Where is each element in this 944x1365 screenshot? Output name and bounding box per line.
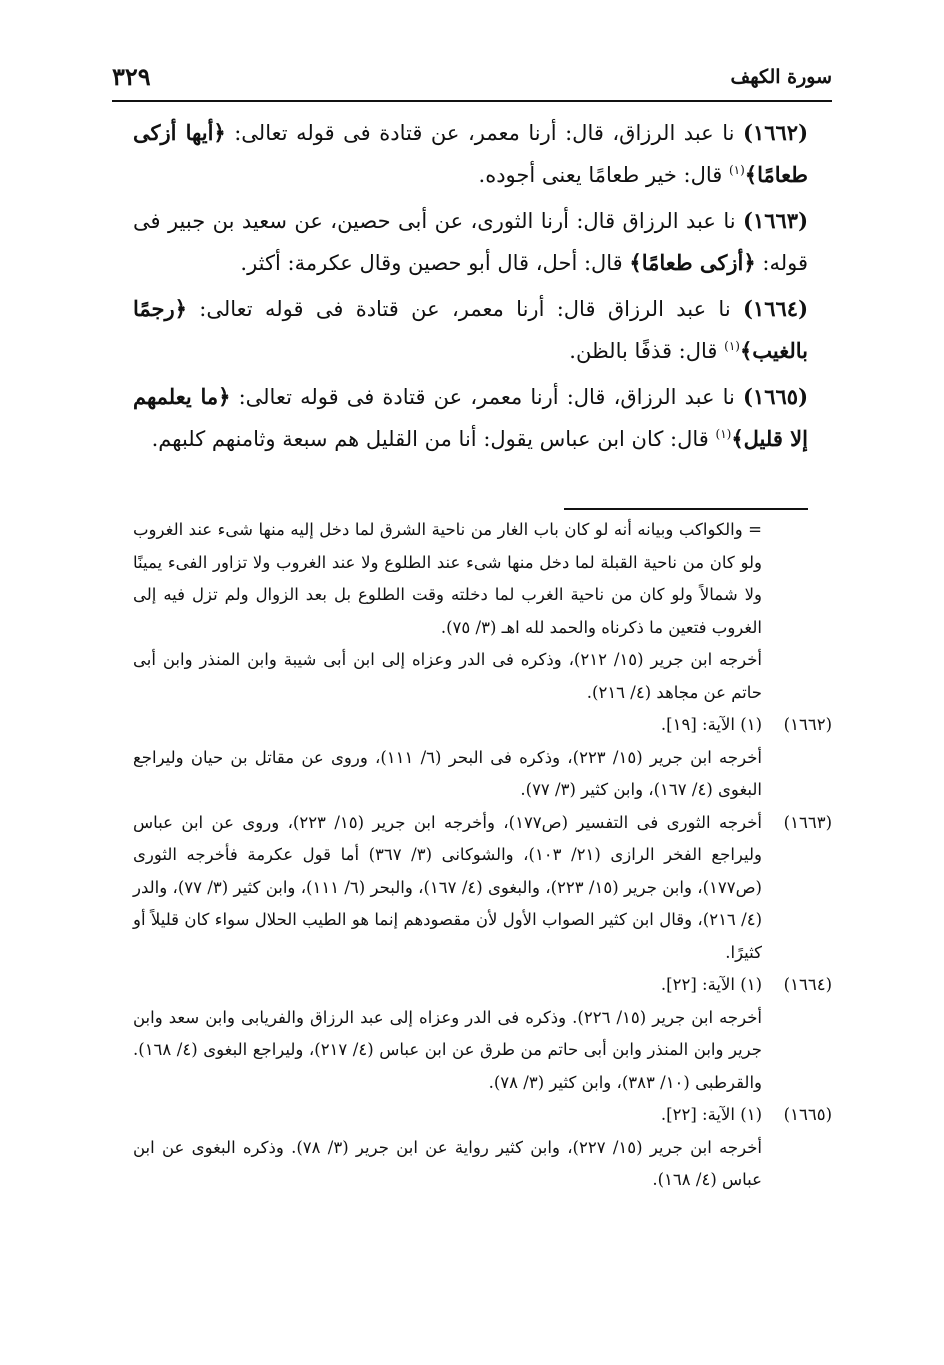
footnote-label [762,742,832,807]
footnote-ref: (١) [715,427,732,441]
footnote [133,1132,832,1197]
entry-text: قال: كان ابن عباس يقول: أنا من القليل هم سبعة وثامنهم كلبهم. [151,427,716,451]
footnote-text: أخرجه ابن جرير (١٥/ ٢٢٣)، وذكره فى البحر (٦/ ١١١)، وروى عن مقاتل بن حيان وليراجع البغوى (٤/ ١٦٧)، وابن كثير (٣/ ٧٧). [133,747,762,799]
entry-text: قال: أحل، قال أبو حصين وقال عكرمة: أكثر. [240,251,630,275]
footnote-text: أخرجه الثورى فى التفسير (ص١٧٧)، وأخرجه ابن جرير (١٥/ ٢٢٣)، وروى عن ابن عباس وليراجع الفخر الرازى (٢١/ ١٠٣)، والشوكانى (٣/ ٣٦٧) أما قول عكرمة فأخرجه الثورى (ص١٧٧)، وابن جرير (١٥/ ٢٢٣)، والبغوى (٤/ ١٦٧)، والبحر (٦/ ١١١)، وابن كثير (٣/ ٧٧)، والدر (٤/ ٢١٦)، وقال ابن كثير الصواب الأول لأن مقصودهم إنما هو الطيب الحلال سواء كان قليلاً أو كثيرًا. [133,812,763,962]
footnotes [133,514,832,1197]
entry-number: (١٦٦٣) [743,208,808,233]
footnote-text: أخرجه ابن جرير (١٥/ ٢٢٦). وذكره فى الدر وعزاه إلى عبد الرزاق والفريابى وابن سعد وابن جرير وابن المنذر وابن أبى حاتم من طرق عن ابن عباس (٤/ ٢١٧)، وليراجع البغوى (٤/ ١٦٨). والقرطبى (١٠/ ٣٨٣)، وابن كثير (٣/ ٧٨). [133,1007,763,1092]
footnote [133,709,832,742]
footnote-label [762,644,832,709]
verse-quote: ﴿أزكى طعامًا﴾ [629,250,756,275]
footnote [133,1002,832,1100]
entry-text: نا عبد الرزاق، قال: أرنا معمر، عن قتادة فى قوله تعالى: [225,121,743,145]
footnote-label: (١٦٦٤) [783,975,832,994]
entry-number: (١٦٦٤) [743,296,808,321]
footnote [133,514,832,644]
main-text [133,112,808,464]
footnote-label [762,514,832,644]
footnote [133,644,832,709]
running-header [112,62,832,98]
entry-number: (١٦٦٢) [743,120,808,145]
footnote-text: = والكواكب وبيانه أنه لو كان باب الغار من ناحية الشرق لما دخل إليه منها شىء عند الغروب ولو كان من ناحية القبلة لما دخل منها شىء عند الطلوع ولا عند الغروب ولا تزاور الفىء يمينًا ولا شمالاً ولو كان من ناحية الغرب لما دخلته وقت الطلوع بل بعد الزوال ولم تزل فيه إلى الغروب فتعين ما ذكرناه والحمد لله اهـ (٣/ ٧٥). [133,520,762,637]
footnote [133,742,832,807]
footnote [133,807,832,970]
footnote-text: أخرجه ابن جرير (١٥/ ٢٢٧)، وابن كثير رواية عن ابن جرير (٣/ ٧٨). وذكره البغوى عن ابن عباس (٤/ ١٦٨). [133,1137,763,1189]
footnote-label: (١٦٦٣) [783,812,832,832]
surah-title: سورة الكهف [730,66,832,88]
entry-text: نا عبد الرزاق قال: أرنا الثورى، عن أبى حصين، عن سعيد بن جبير فى قوله: [133,209,808,275]
footnote-text: (١) الآية: [٢٢]. [660,1105,762,1124]
entry-text: نا عبد الرزاق قال: أرنا معمر، عن قتادة فى قوله تعالى: [186,297,743,321]
entry-text: قال: قذفًا بالظن. [569,339,725,363]
verse-quote: ﴿ما يعلمهم إلا قليل﴾ [133,384,808,451]
entry-1663 [133,200,808,284]
footnote-label: (١٦٦٢) [783,715,832,734]
footnote [133,1099,832,1132]
footnote-label [762,1002,832,1100]
entry-text: قال: خير طعامًا يعنى أجوده. [478,163,729,187]
footnote-text: (١) الآية: [١٩]. [660,715,762,734]
header-rule [112,100,832,102]
footnote-label [762,1132,832,1197]
entry-number: (١٦٦٥) [743,384,808,409]
footnote [133,969,832,1002]
footnote-label: (١٦٦٥) [783,1105,832,1124]
verse-quote: ﴿أيها أزكى طعامًا﴾ [133,120,808,187]
footnote-divider [564,508,808,510]
footnote-text: (١) الآية: [٢٢]. [660,975,762,994]
footnote-text: أخرجه ابن جرير (١٥/ ٢١٢)، وذكره فى الدر وعزاه إلى ابن أبى شيبة وابن المنذر وابن أبى حاتم عن مجاهد (٤/ ٢١٦). [133,650,763,702]
footnote-ref: (١) [728,163,745,177]
footnote-ref: (١) [724,339,740,353]
verse-quote: ﴿رجمًا بالغيب﴾ [133,296,808,363]
entry-1662 [133,112,808,196]
entry-text: نا عبد الرزاق، قال: أرنا معمر، عن قتادة فى قوله تعالى: [230,385,743,409]
entry-1664 [133,288,808,372]
page-number: ٣٢٩ [112,62,151,91]
entry-1665 [133,376,808,460]
